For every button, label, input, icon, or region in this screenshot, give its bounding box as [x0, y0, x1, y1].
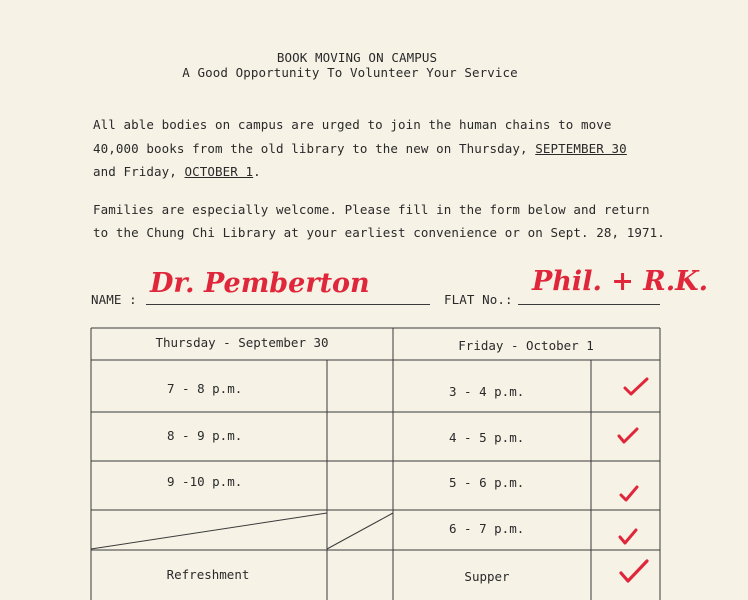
paragraph2-line2: to the Chung Chi Library at your earliest convenience or on Sept. 28, 1971. — [93, 225, 665, 240]
thursday-date: SEPTEMBER 30 — [535, 141, 627, 156]
paragraph1-line1: All able bodies on campus are urged to join the human chains to move — [93, 117, 612, 132]
paragraph1-line3-text: and Friday, — [93, 164, 185, 179]
name-label: NAME : — [91, 292, 137, 307]
friday-slot-4: 6 - 7 p.m. — [449, 521, 525, 536]
thursday-header: Thursday - September 30 — [155, 335, 329, 350]
check-mark-icon[interactable] — [616, 426, 640, 446]
paragraph2-line1: Families are especially welcome. Please fill in the form below and return — [93, 202, 650, 217]
thursday-slot-3: 9 -10 p.m. — [167, 474, 243, 489]
friday-slot-2: 4 - 5 p.m. — [449, 430, 525, 445]
flat-handwriting[interactable]: Phil. + R.K. — [532, 266, 708, 297]
flat-label: FLAT No.: — [444, 292, 513, 307]
friday-slot-3: 5 - 6 p.m. — [449, 475, 525, 490]
thursday-refreshment: Refreshment — [166, 567, 250, 582]
check-mark-icon[interactable] — [617, 527, 639, 547]
friday-date: OCTOBER 1 — [184, 164, 254, 179]
check-mark-icon[interactable] — [618, 484, 640, 504]
check-mark-icon[interactable] — [618, 558, 650, 586]
paragraph1-line2-text: 40,000 books from the old library to the new on Thursday, — [93, 141, 536, 156]
document-title: BOOK MOVING ON CAMPUS — [276, 50, 438, 65]
paragraph1-line3-end: . — [253, 164, 261, 179]
friday-header: Friday - October 1 — [458, 338, 594, 353]
check-mark-icon[interactable] — [622, 376, 650, 398]
thursday-slot-2: 8 - 9 p.m. — [167, 428, 243, 443]
document-subtitle: A Good Opportunity To Volunteer Your Service — [182, 65, 518, 80]
thursday-slot-1: 7 - 8 p.m. — [167, 381, 243, 396]
friday-slot-1: 3 - 4 p.m. — [449, 384, 525, 399]
friday-supper: Supper — [464, 569, 510, 584]
name-signature[interactable]: Dr. Pemberton — [150, 268, 370, 299]
